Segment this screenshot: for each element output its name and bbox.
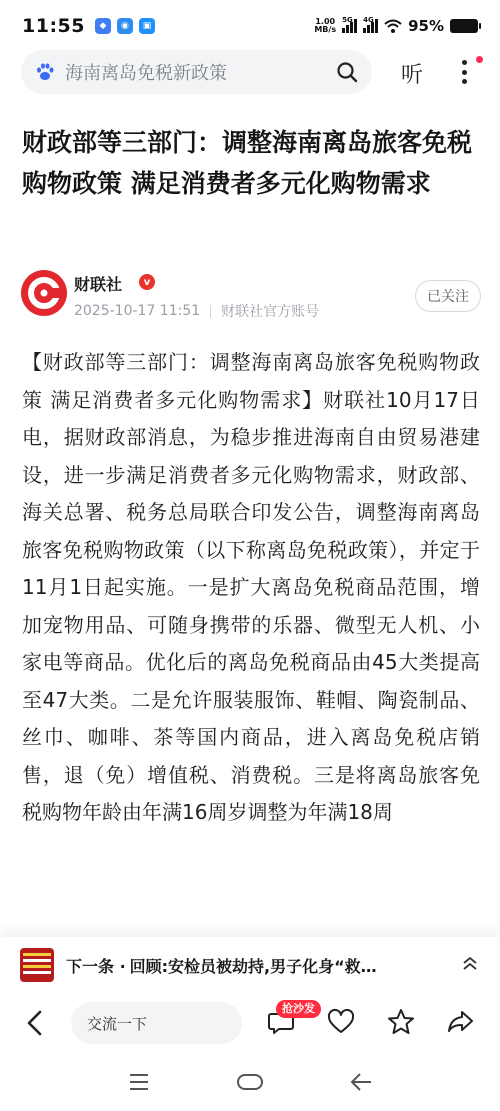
sofa-badge: 抢沙发 (276, 1000, 321, 1018)
article-title: 财政部等三部门：调整海南离岛旅客免税购物政策 满足消费者多元化购物需求 (22, 128, 473, 198)
author-logo-icon (21, 270, 67, 316)
article-body: 【财政部等三部门：调整海南离岛旅客免税购物政策 满足消费者多元化购物需求】财联社10月17日电，据财政部消息，为稳步推进海南自由贸易港建设，进一步满足消费者多元化购物需求，财政部、海关总署、税务总局联合印发公告，调整海南离岛旅客免税购物政策（以下称离岛免税政策），并定于11月1日起实施。一是扩大离岛免税商品范围，增加宠物用品、可随身携带的乐器、微型无人机、小家电等商品。优化后的离岛免税商品由45大类提高至47大类。二是允许服装服饰、鞋帽、陶瓷制品、丝巾、咖啡、茶等国内商品，进入离岛免税店销售，退（免）增值税、消费税。三是将离岛旅客免税购物年龄由年满16周岁调整为年满18周 (22, 350, 480, 824)
home-icon[interactable] (236, 1072, 264, 1092)
search-placeholder: 海南离岛免税新政策 (65, 63, 227, 84)
chevron-up-icon[interactable] (462, 955, 478, 971)
publish-time: 2025-10-17 11:51 (74, 303, 201, 319)
status-right (314, 17, 478, 35)
next-article-bar[interactable] (0, 937, 500, 993)
signal-5g-icon (342, 16, 357, 33)
like-icon[interactable] (327, 1008, 355, 1036)
avatar[interactable] (21, 270, 67, 316)
notification-dot (476, 56, 483, 63)
net-speed-unit: MB/s (314, 25, 337, 34)
account-type: 财联社官方账号 (221, 304, 320, 320)
notification-icons (95, 18, 155, 34)
signal-4g-label: 4G (363, 16, 374, 24)
search-icon[interactable] (336, 61, 358, 83)
next-article-title[interactable]: 回顾:安检员被劫持,男子化身“救… (129, 956, 377, 976)
author-name[interactable]: 财联社 (74, 275, 123, 294)
menu-icon[interactable] (128, 1072, 150, 1092)
author-row (21, 270, 481, 322)
nav-back-icon[interactable] (350, 1072, 372, 1092)
back-arrow-icon[interactable] (24, 1009, 48, 1037)
share-icon[interactable] (446, 1008, 474, 1036)
app-notification-icon: ◉ (117, 18, 133, 34)
net-speed (314, 18, 336, 34)
battery-icon (450, 19, 478, 33)
search-input[interactable] (21, 50, 372, 94)
battery-percent: 95% (408, 17, 444, 35)
status-time: 11:55 (22, 15, 85, 37)
verified-icon: v (139, 274, 155, 290)
comment-input[interactable]: 交流一下 (71, 1002, 242, 1044)
bottom-action-bar (0, 993, 500, 1053)
status-bar (0, 0, 500, 52)
article-meta (74, 301, 319, 321)
signal-5g-label: 5G (342, 16, 353, 24)
meta-divider (210, 305, 211, 318)
signal-4g-icon (363, 16, 378, 33)
next-article-label: 下一条 · (66, 956, 126, 976)
paw-icon (35, 62, 55, 82)
favorite-icon[interactable] (387, 1008, 415, 1036)
next-article-thumbnail (20, 948, 54, 982)
net-speed-value: 1.00 (315, 17, 336, 26)
follow-button[interactable]: 已关注 (415, 280, 481, 312)
listen-button[interactable]: 听 (401, 63, 424, 88)
search-row (0, 50, 500, 96)
more-icon[interactable] (456, 56, 472, 88)
wifi-icon (384, 19, 402, 33)
app-notification-icon: ◆ (95, 18, 111, 34)
app-notification-icon: ▣ (139, 18, 155, 34)
system-nav-bar (0, 1053, 500, 1111)
